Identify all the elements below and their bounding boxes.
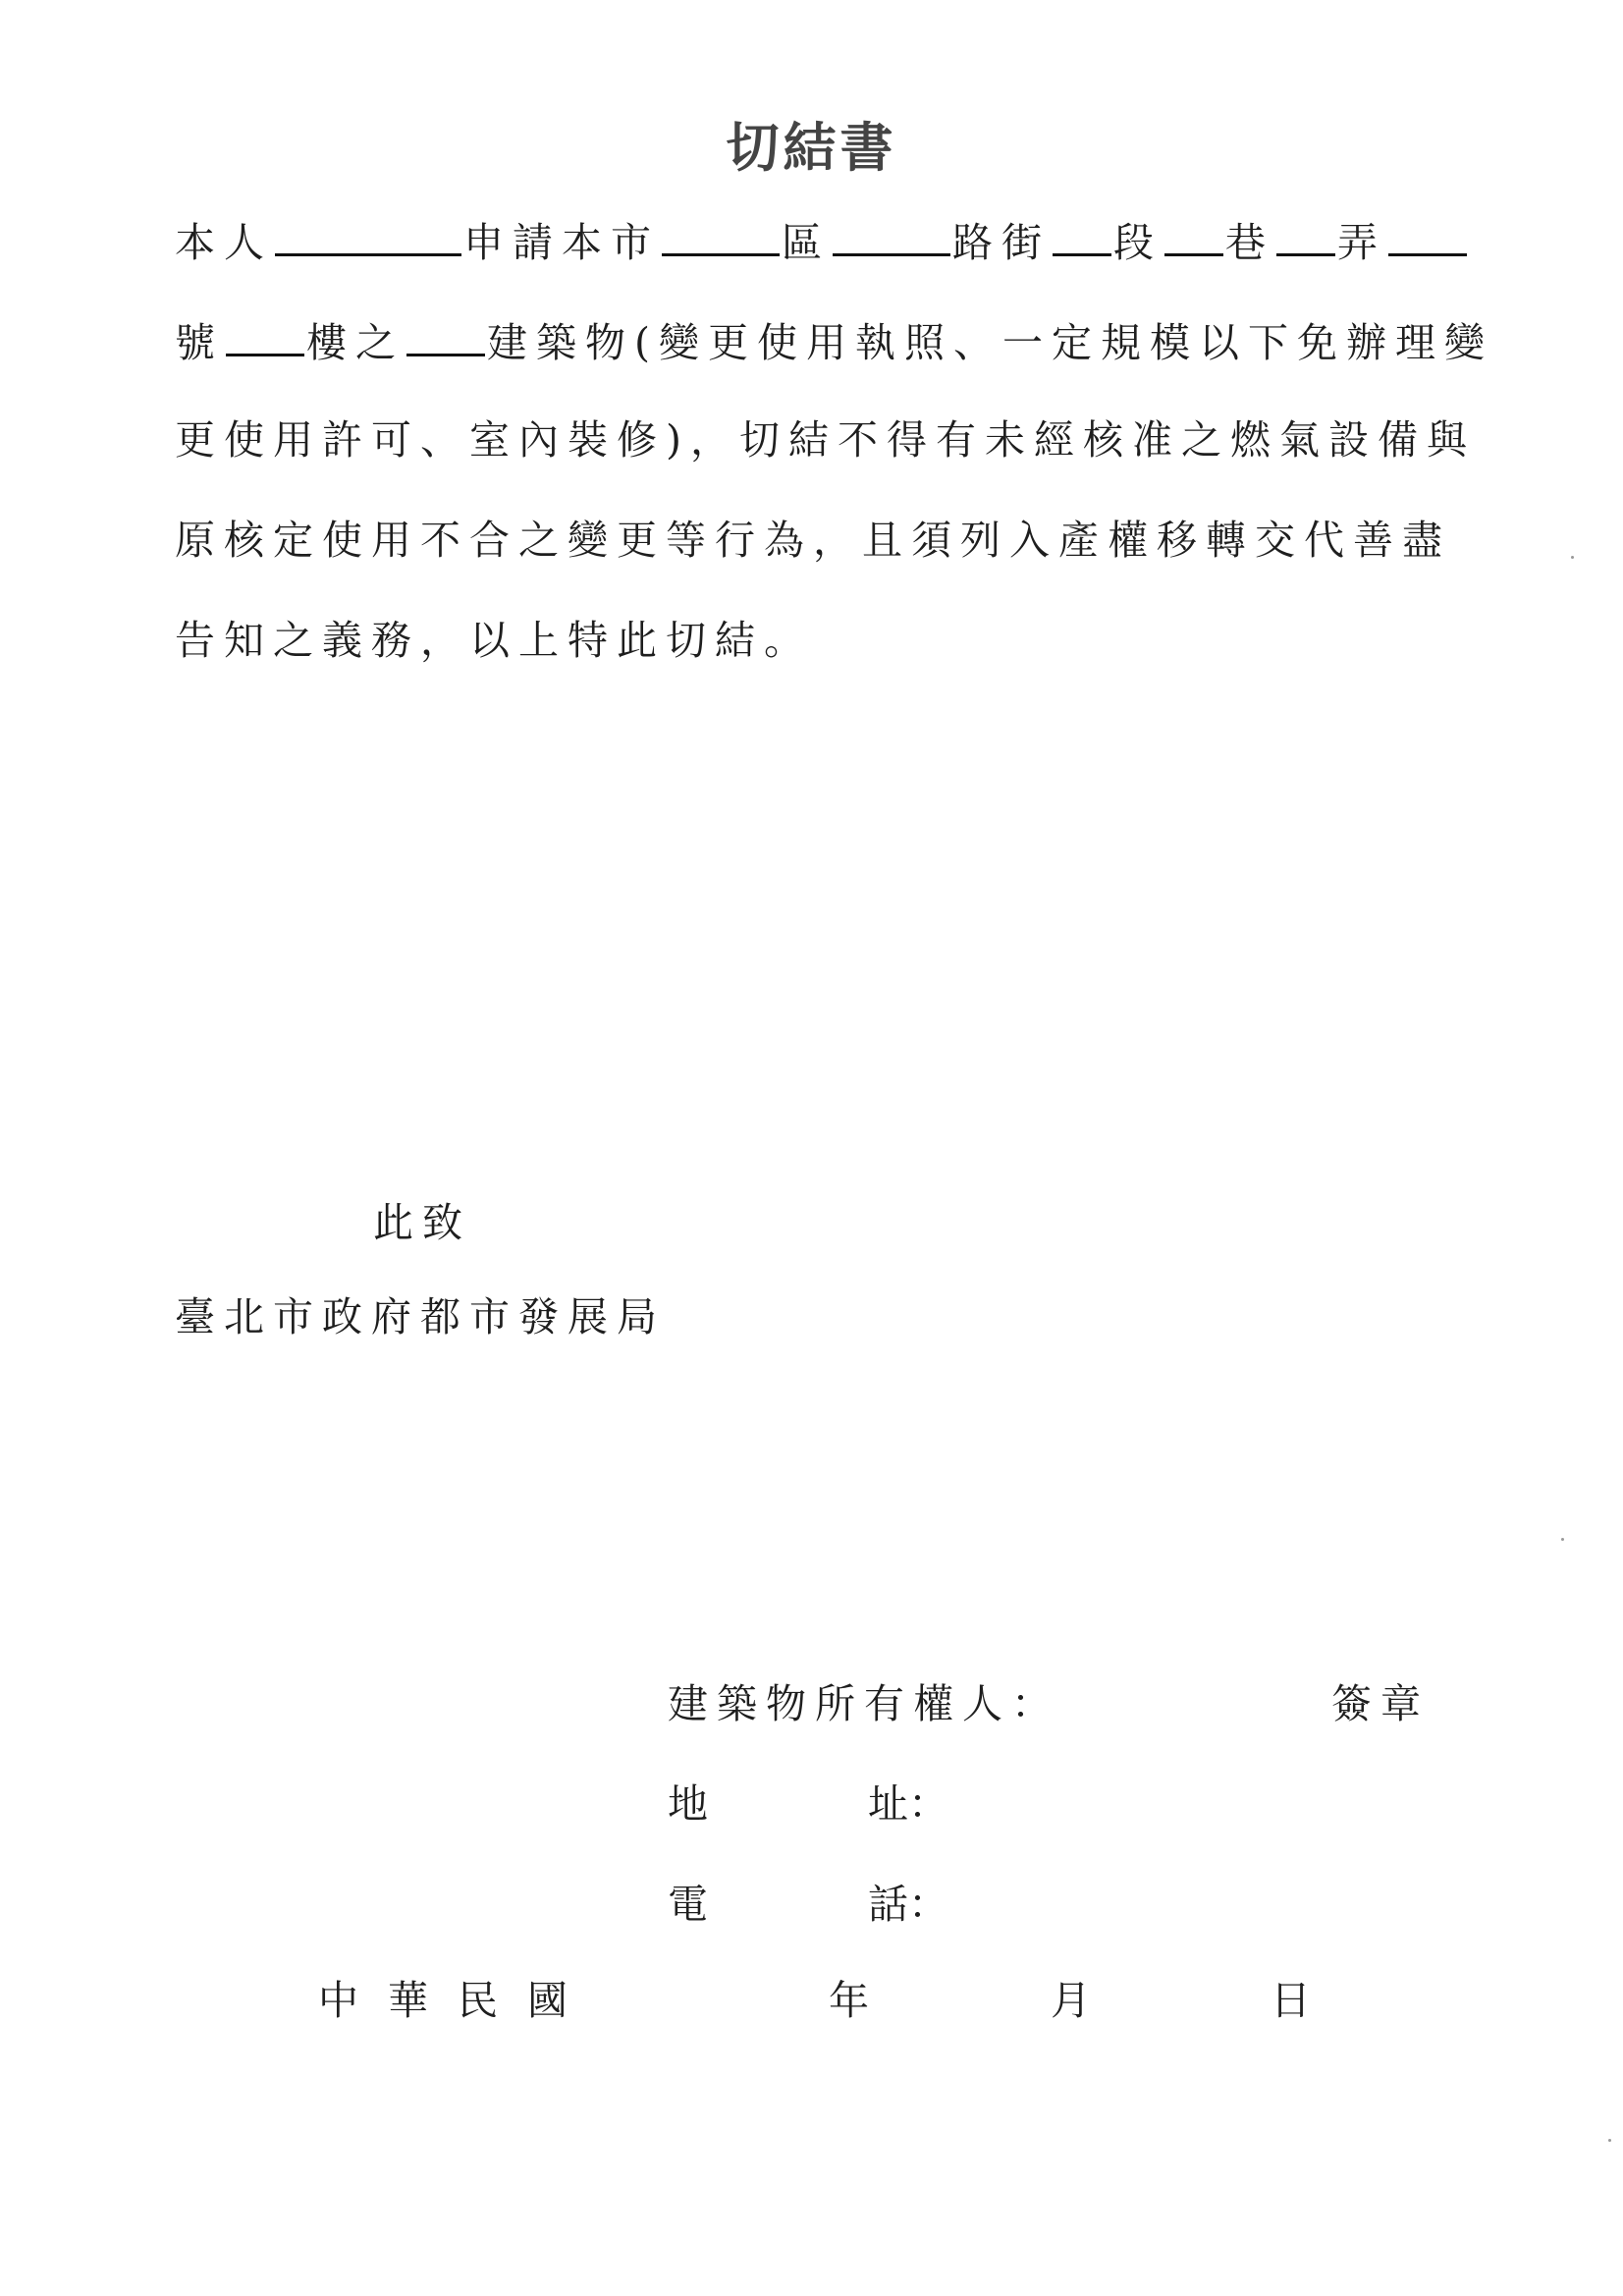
body-line-3: 更使用許可、室內裝修)，切結不得有未經核准之燃氣設備與 bbox=[175, 416, 1476, 464]
body-line-4: 原核定使用不合之變更等行為，且須列入產權移轉交代善盡 bbox=[175, 517, 1451, 564]
closing-salutation: 此致 bbox=[373, 1199, 471, 1246]
roc-era-label: 中華民國 bbox=[318, 1977, 597, 2024]
text-segment: 樓之 bbox=[306, 319, 405, 366]
body-line-5: 告知之義務，以上特此切結。 bbox=[175, 617, 813, 664]
text-segment: 弄 bbox=[1337, 219, 1386, 266]
text-segment: 申請本市 bbox=[463, 219, 660, 266]
recipient-agency: 臺北市政府都市發展局 bbox=[175, 1293, 666, 1340]
lane-blank[interactable] bbox=[1164, 214, 1223, 256]
scan-speck bbox=[1561, 1538, 1564, 1541]
floor-sub-blank[interactable] bbox=[406, 314, 485, 356]
text-segment: 區 bbox=[782, 219, 831, 266]
text-segment: 巷 bbox=[1225, 219, 1274, 266]
text-segment: 段 bbox=[1113, 219, 1163, 266]
document-title: 切結書 bbox=[726, 116, 897, 179]
scan-speck bbox=[1608, 2139, 1611, 2142]
number-blank[interactable] bbox=[1388, 214, 1467, 256]
signature-label: 簽章 bbox=[1331, 1680, 1430, 1727]
month-label: 月 bbox=[1051, 1977, 1091, 2024]
owner-label: 建築物所有權人： bbox=[668, 1680, 1060, 1727]
body-line-2 bbox=[175, 314, 1493, 368]
text-segment: 路街 bbox=[952, 219, 1051, 266]
year-label: 年 bbox=[829, 1977, 869, 2024]
district-blank[interactable] bbox=[662, 214, 780, 256]
phone-label-start: 電 bbox=[668, 1881, 708, 1928]
section-blank[interactable] bbox=[1053, 214, 1111, 256]
body-line-1 bbox=[175, 214, 1471, 268]
alley-blank[interactable] bbox=[1276, 214, 1335, 256]
scan-speck bbox=[1571, 556, 1574, 559]
address-label-start: 地 bbox=[668, 1780, 708, 1828]
day-label: 日 bbox=[1271, 1977, 1311, 2024]
text-segment: 本人 bbox=[175, 219, 273, 266]
text-segment: 號 bbox=[175, 319, 224, 366]
address-label-end: 址： bbox=[868, 1780, 948, 1828]
road-blank[interactable] bbox=[833, 214, 950, 256]
floor-blank[interactable] bbox=[226, 314, 304, 356]
applicant-name-blank[interactable] bbox=[275, 214, 461, 256]
text-segment: 建築物(變更使用執照、一定規模以下免辦理變 bbox=[487, 319, 1493, 366]
phone-label-end: 話： bbox=[868, 1881, 948, 1928]
